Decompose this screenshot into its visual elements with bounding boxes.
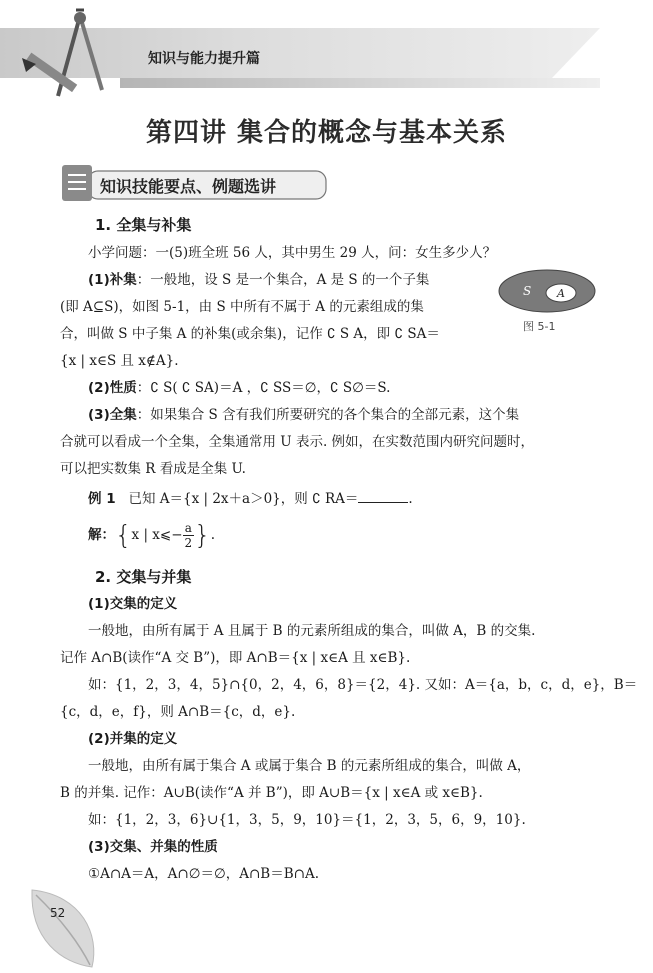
property-line: (2)性质：∁ S( ∁ SA)＝A ，∁ SS＝∅，∁ S∅＝S. bbox=[88, 380, 391, 396]
intersection-example-1: 如：{1，2，3，4，5}∩{0，2，4，6，8}＝{2，4}. 又如：A＝{a，b，c，d，e}，B＝ bbox=[88, 677, 638, 693]
header-stripe bbox=[120, 78, 600, 88]
section-heading-1: 1. 全集与补集 bbox=[95, 216, 192, 234]
example-1: 例 1 已知 A＝{x | 2x＋a＞0}，则 ∁ RA＝ . bbox=[88, 488, 628, 509]
leaf-icon bbox=[22, 885, 102, 970]
property-label: (2)性质 bbox=[88, 380, 137, 396]
complement-line-2: (即 A⊆S)，如图 5-1，由 S 中所有不属于 A 的元素组成的集 bbox=[60, 299, 424, 315]
properties-heading: (3)交集、并集的性质 bbox=[88, 839, 218, 855]
solution-label: 解： bbox=[88, 527, 115, 543]
universal-line-3: 可以把实数集 R 看成是全集 U. bbox=[60, 461, 246, 477]
answer-blank bbox=[358, 488, 408, 503]
section-label: 知识与能力提升篇 bbox=[148, 51, 260, 67]
universal-line-2: 合就可以看成一个全集，全集通常用 U 表示. 例如，在实数范围内研究问题时， bbox=[60, 434, 535, 450]
union-line-1: 一般地，由所有属于集合 A 或属于集合 B 的元素所组成的集合，叫做 A， bbox=[88, 758, 531, 774]
complement-line-1: (1)补集：一般地，设 S 是一个集合，A 是 S 的一个子集 bbox=[88, 272, 430, 288]
page-number: 52 bbox=[50, 906, 66, 920]
intersection-example-2: {c，d，e，f}，则 A∩B＝{c，d，e}. bbox=[60, 704, 296, 720]
properties-line-1: ①A∩A＝A，A∩∅＝∅，A∩B＝B∩A. bbox=[88, 866, 319, 882]
union-line-2: B 的并集. 记作：A∪B(读作“A 并 B”)，即 A∪B＝{x | x∈A 或 x∈B}. bbox=[60, 785, 483, 801]
complement-label: (1)补集 bbox=[88, 272, 137, 288]
section-heading-2: 2. 交集与并集 bbox=[95, 568, 192, 586]
venn-inner-label: A bbox=[557, 287, 565, 300]
compass-icon bbox=[18, 8, 128, 103]
example-label: 例 1 bbox=[88, 491, 116, 507]
universal-label: (3)全集 bbox=[88, 407, 137, 423]
intersection-def-heading: (1)交集的定义 bbox=[88, 596, 178, 612]
complement-line-3: 合，叫做 S 中子集 A 的补集(或余集)，记作 ∁ S A，即 ∁ SA＝ bbox=[60, 326, 440, 342]
universal-line-1: (3)全集：如果集合 S 含有我们所要研究的各个集合的全部元素，这个集 bbox=[88, 407, 520, 423]
intro-paragraph: 小学问题：一(5)班全班 56 人，其中男生 29 人，问：女生多少人？ bbox=[88, 245, 497, 261]
venn-outer-label: S bbox=[523, 284, 532, 298]
banner-title: 知识技能要点、例题选讲 bbox=[100, 177, 277, 196]
figure-caption: 图 5-1 bbox=[523, 320, 556, 333]
fraction: $\frac{a}{2}$ bbox=[184, 521, 193, 550]
union-def-heading: (2)并集的定义 bbox=[88, 731, 178, 747]
complement-line-4: {x | x∈S 且 x∉A}. bbox=[60, 353, 179, 369]
solution-1: 解：{x | x⩽− $\frac{a}{2}$ }. bbox=[88, 520, 216, 551]
union-example: 如：{1，2，3，6}∪{1，3，5，9，10}＝{1，2，3，5，6，9，10}. bbox=[88, 812, 526, 828]
intersection-line-1: 一般地，由所有属于 A 且属于 B 的元素所组成的集合，叫做 A，B 的交集. bbox=[88, 623, 536, 639]
intersection-line-2: 记作 A∩B(读作“A 交 B”)，即 A∩B＝{x | x∈A 且 x∈B}. bbox=[60, 650, 411, 666]
page-title: 第四讲 集合的概念与基本关系 bbox=[145, 118, 508, 148]
